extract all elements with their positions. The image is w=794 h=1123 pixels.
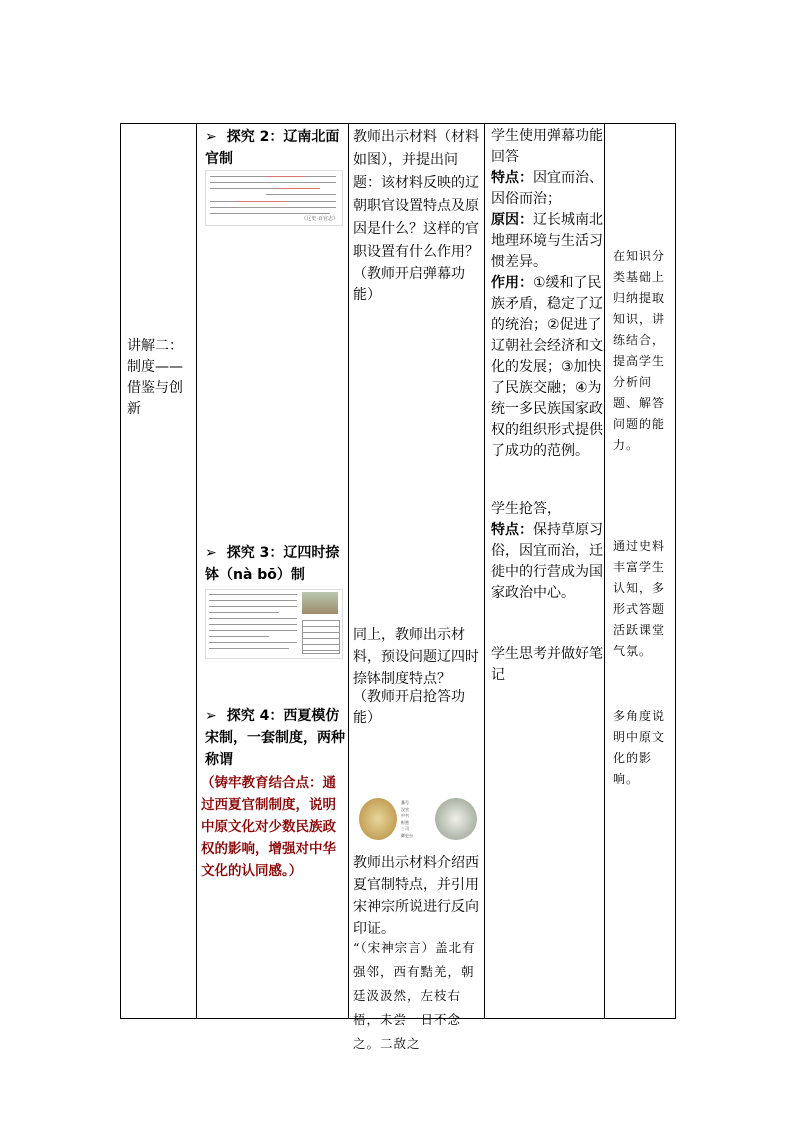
intent-note-3: 多角度说明中原文化的影响。 bbox=[613, 709, 666, 786]
camp-photo bbox=[302, 592, 338, 614]
education-note: （铸牢教育结合点：通过西夏官制制度，说明中原文化对少数民族政权的影响，增强对中华文化的认同感。） bbox=[201, 775, 336, 879]
explore-3-title: 探究 3：辽四时捺钵（nà bō）制 bbox=[205, 545, 340, 583]
student-activity-cell bbox=[485, 124, 605, 1019]
student-effect: 作用：①缓和了民族矛盾，稳定了辽的统治；②促进了辽朝社会经济和文化的发展；③加快了民族交融；④为统一多民族国家政权的组织形式提供了成功的范例。 bbox=[491, 275, 603, 459]
lesson-plan-table bbox=[120, 123, 676, 1051]
student-answer: 特点：保持草原习俗，因宜而治，迁徙中的行营成为国家政治中心。 bbox=[491, 522, 603, 601]
song-shenzong-quote: “（宋神宗言）盖北有强邻，西有黠羌，朝廷汲汲然，左枝右梧，未尝一日不念之。二敌之 bbox=[353, 940, 476, 1051]
explore-2-title: 探究 2：辽南北面官制 bbox=[205, 129, 340, 167]
bullet-icon: ➢ bbox=[205, 129, 217, 145]
nabo-system-image bbox=[205, 589, 343, 659]
section-label: 讲解二：制度——借鉴与创新 bbox=[127, 338, 183, 417]
student-reason: 原因：辽长城南北地理环境与生活习惯差异。 bbox=[491, 212, 603, 270]
student-intro: 学生使用弹幕功能回答 bbox=[491, 128, 603, 165]
bullet-icon: ➢ bbox=[205, 708, 217, 724]
intent-note-2: 通过史料丰富学生认知，多形式答题活跃课堂气氛。 bbox=[613, 539, 666, 658]
student-answer-intro: 学生抢答， bbox=[491, 501, 561, 517]
student-notes: 学生思考并做好笔记 bbox=[491, 646, 603, 683]
explore-2-heading bbox=[205, 126, 345, 170]
teacher-block-2-note: （教师开启抢答功能） bbox=[353, 689, 465, 726]
explore-3-heading bbox=[205, 542, 345, 586]
xixia-official-image bbox=[357, 796, 479, 844]
xixia-label-table: 蕃号 汉官 中书 枢密 三司 御史台 bbox=[401, 800, 413, 838]
explore-4-title: 探究 4：西夏模仿宋制，一套制度，两种称谓 bbox=[205, 708, 345, 768]
medallion-image bbox=[359, 798, 397, 840]
student-feature: 特点：因宜而治、因俗而治； bbox=[491, 170, 603, 207]
teacher-activity-cell bbox=[349, 124, 485, 1051]
stone-tablet-image bbox=[435, 798, 477, 840]
teacher-block-1: 教师出示材料（材料如图），并提出问题：该材料反映的辽朝职官设置特点及原因是什么？这样的官职设置有什么作用？ bbox=[353, 129, 479, 260]
image-caption: 《辽史·百官志》 bbox=[301, 216, 338, 222]
nabo-table bbox=[302, 620, 340, 654]
table-row bbox=[121, 124, 676, 1019]
bullet-icon: ➢ bbox=[205, 545, 217, 561]
intent-note-1: 在知识分类基础上归纳提取知识，讲练结合，提高学生分析问题、解答问题的能力。 bbox=[613, 249, 666, 452]
design-intent-cell bbox=[605, 124, 676, 1019]
teacher-block-3: 教师出示材料介绍西夏官制特点，并引用宋神宗所说进行反向印证。 bbox=[353, 855, 479, 937]
explore-4-heading bbox=[205, 705, 345, 771]
teacher-block-1-note: （教师开启弹幕功能） bbox=[353, 266, 465, 303]
liao-official-system-image bbox=[205, 170, 343, 226]
activity-cell bbox=[197, 124, 349, 1019]
teacher-block-2: 同上，教师出示材料，预设问题辽四时捺钵制度特点？ bbox=[353, 627, 479, 687]
section-cell bbox=[121, 124, 197, 1019]
